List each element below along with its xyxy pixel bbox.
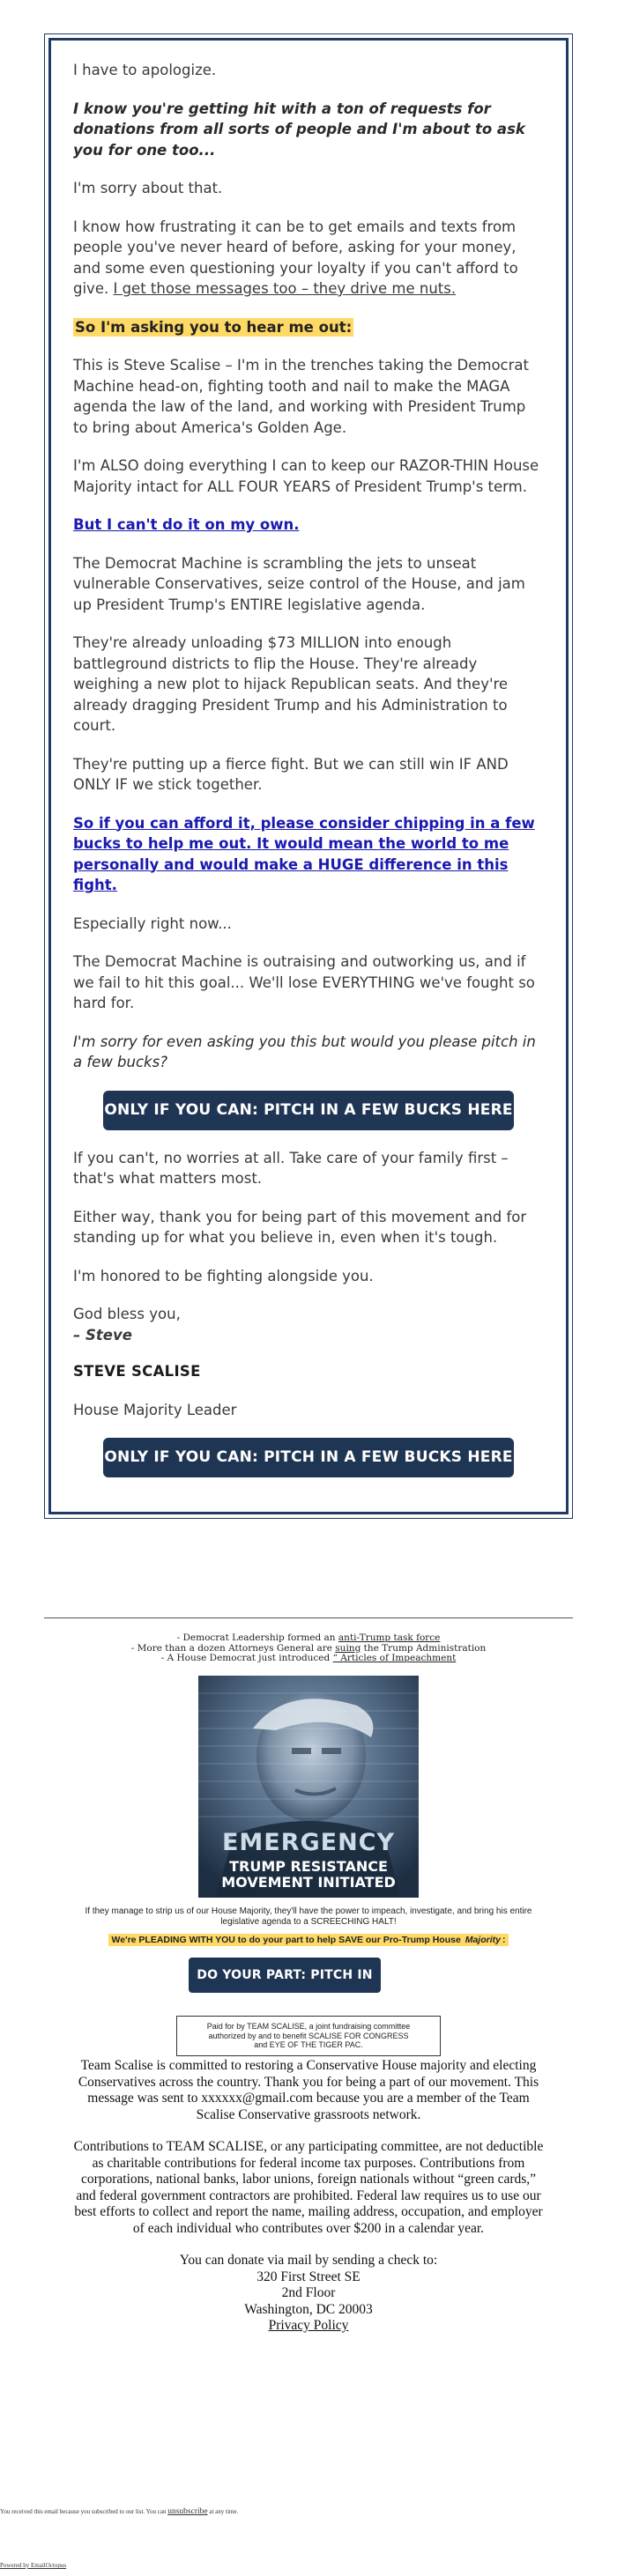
bullet-text: - A House Democrat just introduced — [160, 1653, 333, 1663]
pitch-in-now-button[interactable]: DO YOUR PART: PITCH IN NOW — [189, 1958, 381, 1993]
address-line: 2nd Floor — [281, 2285, 336, 2300]
paragraph: If you can't, no worries at all. Take care of your family first – that's what matters most. — [73, 1149, 509, 1187]
poster-subhead-line: TRUMP RESISTANCE — [229, 1858, 388, 1875]
bullet-link[interactable]: “ Articles of Impeachment — [332, 1653, 457, 1663]
paragraph-text: I know how frustrating it can be to get emails and texts from people you've never heard of before, asking for your money, and some even questioning your loyalty if you can't afford to give. — [73, 218, 518, 297]
underlined-text: I get those messages too – they drive me nuts. — [113, 280, 457, 297]
ps-bullet-list — [88, 1633, 529, 1664]
paragraph: I'm honored to be fighting alongside you. — [73, 1267, 374, 1284]
paragraph: They're already unloading $73 MILLION into enough battleground districts to flip the House. They're already weighing a new plot to hijack Republican seats. And they're already dragging President Trump and his Administration to court. — [73, 634, 509, 734]
paragraph — [73, 514, 544, 536]
donate-link[interactable]: But I can't do it on my own. — [73, 516, 300, 533]
paragraph — [73, 813, 544, 896]
letter-body — [48, 38, 569, 1514]
paragraph: I'm ALSO doing everything I can to keep our RAZOR-THIN House Majority intact for ALL FOUR YEARS of President Trump's term. — [73, 457, 539, 495]
bullet-text: - Democrat Leadership formed an — [176, 1632, 338, 1643]
poster-subhead — [198, 1859, 419, 1891]
donate-link[interactable]: So if you can afford it, please consider chipping in a few bucks to help me out. It would mean the world to me personally and would make a HUGE difference in this fight. — [73, 814, 535, 893]
plead-text — [0, 1935, 617, 1945]
paid-for-line: and EYE OF THE TIGER PAC. — [254, 2040, 363, 2049]
highlighted-text: So I'm asking you to hear me out: — [75, 318, 353, 336]
paragraph: I'm sorry for even asking you this but would you please pitch in a few bucks? — [73, 1033, 536, 1070]
bullet-text: the Trump Administration — [361, 1642, 487, 1654]
unsub-text: at any time. — [207, 2508, 239, 2515]
unsubscribe-link[interactable]: unsubscribe — [167, 2507, 208, 2516]
address-line: 320 First Street SE — [256, 2269, 361, 2284]
footer-paragraph: Team Scalise is committed to restoring a Conservative House majority and electing Conservatives across the country. Thank you for being a part of our movement. This message was sent to xxxxxx@gmail.com because you are a member of the Team Scalise Conservative grassroots network. — [78, 2058, 539, 2122]
address-line: Washington, DC 20003 — [244, 2301, 373, 2317]
paragraph: I have to apologize. — [73, 62, 217, 78]
paragraph — [73, 217, 544, 300]
paragraph: The Democrat Machine is outraising and outworking us, and if we fail to hit this goal... We'll lose EVERYTHING we've fought so hard for. — [73, 953, 535, 1011]
paragraph: Either way, thank you for being part of this movement and for standing up for what you believe in, even when it's tough. — [73, 1208, 527, 1246]
section-divider — [44, 1617, 573, 1618]
mail-intro: You can donate via mail by sending a check to: — [179, 2253, 438, 2268]
threat-text: If they manage to strip us of our House Majority, they'll have the power to impeach, investigate, and bring his entire legislative agenda to a SCREECHING HALT! — [85, 1906, 532, 1927]
plead-highlight — [108, 1934, 509, 1946]
paragraph: Especially right now... — [73, 914, 232, 932]
paragraph: The Democrat Machine is scrambling the jets to unseat vulnerable Conservatives, seize control of the House, and jam up President Trump's ENTIRE legislative agenda. — [73, 554, 525, 613]
donate-button[interactable]: ONLY IF YOU CAN: PITCH IN A FEW BUCKS HERE — [103, 1438, 514, 1477]
signoff — [73, 1304, 544, 1345]
footer-paragraph: Contributions to TEAM SCALISE, or any participating committee, are not deductible as charitable contributions for federal income tax purposes. Contributions from corporations, national banks, labor unions, foreign nationals without “green cards,” and federal government contractors are prohibited. Federal law requires us to use our best efforts to collect and report the name, mailing address, occupation, and employer of each individual who contributes over $200 in a calendar year. — [73, 2139, 544, 2236]
donate-button[interactable]: ONLY IF YOU CAN: PITCH IN A FEW BUCKS HERE — [103, 1091, 514, 1130]
paragraph: They're putting up a fierce fight. But we can still win IF AND ONLY IF we stick together. — [73, 755, 509, 793]
closing: God bless you, — [73, 1306, 181, 1322]
powered-by-link[interactable]: Powered by EmailOctopus — [0, 2562, 67, 2569]
plead-part: : — [502, 1935, 506, 1945]
paragraph: I'm sorry about that. — [73, 180, 223, 196]
paid-for-by-box — [176, 2016, 441, 2056]
poster-headline: EMERGENCY — [221, 1829, 396, 1856]
bullet-link[interactable]: anti-Trump task force — [338, 1632, 441, 1643]
poster-subhead-line: MOVEMENT INITIATED — [221, 1874, 396, 1891]
paid-for-line: authorized by and to benefit SCALISE FOR CONGRESS — [208, 2031, 409, 2040]
ps-bullet — [88, 1654, 529, 1664]
plead-part: We're PLEADING WITH YOU to do your part to help SAVE our Pro-Trump House — [111, 1935, 464, 1945]
bullet-link[interactable]: suing — [335, 1642, 361, 1654]
unsubscribe-notice — [0, 2507, 238, 2516]
paragraph: I know you're getting hit with a ton of requests for donations from all sorts of people and I'm about to ask you for one too... — [73, 100, 525, 159]
footer-disclaimer — [71, 2058, 546, 2335]
letter-card — [44, 33, 573, 1519]
unsub-text: You received this email because you subscribed to our list. You can — [0, 2508, 168, 2515]
privacy-policy-link[interactable]: Privacy Policy — [268, 2318, 349, 2333]
bullet-text: - More than a dozen Attorneys General are — [130, 1642, 336, 1654]
plead-emphasis: Majority — [465, 1935, 501, 1945]
signer-title: House Majority Leader — [73, 1401, 237, 1418]
signer-name: STEVE SCALISE — [73, 1363, 201, 1380]
paid-for-line: Paid for by TEAM SCALISE, a joint fundraising committee — [206, 2022, 411, 2031]
emergency-banner-image[interactable] — [198, 1676, 419, 1898]
paragraph — [73, 317, 544, 338]
paragraph: This is Steve Scalise – I'm in the trenches taking the Democrat Machine head-on, fighting tooth and nail to make the MAGA agenda the law of the land, and working with President Trump to bring about America's Golden Age. — [73, 357, 529, 436]
signature: – Steve — [73, 1326, 132, 1344]
